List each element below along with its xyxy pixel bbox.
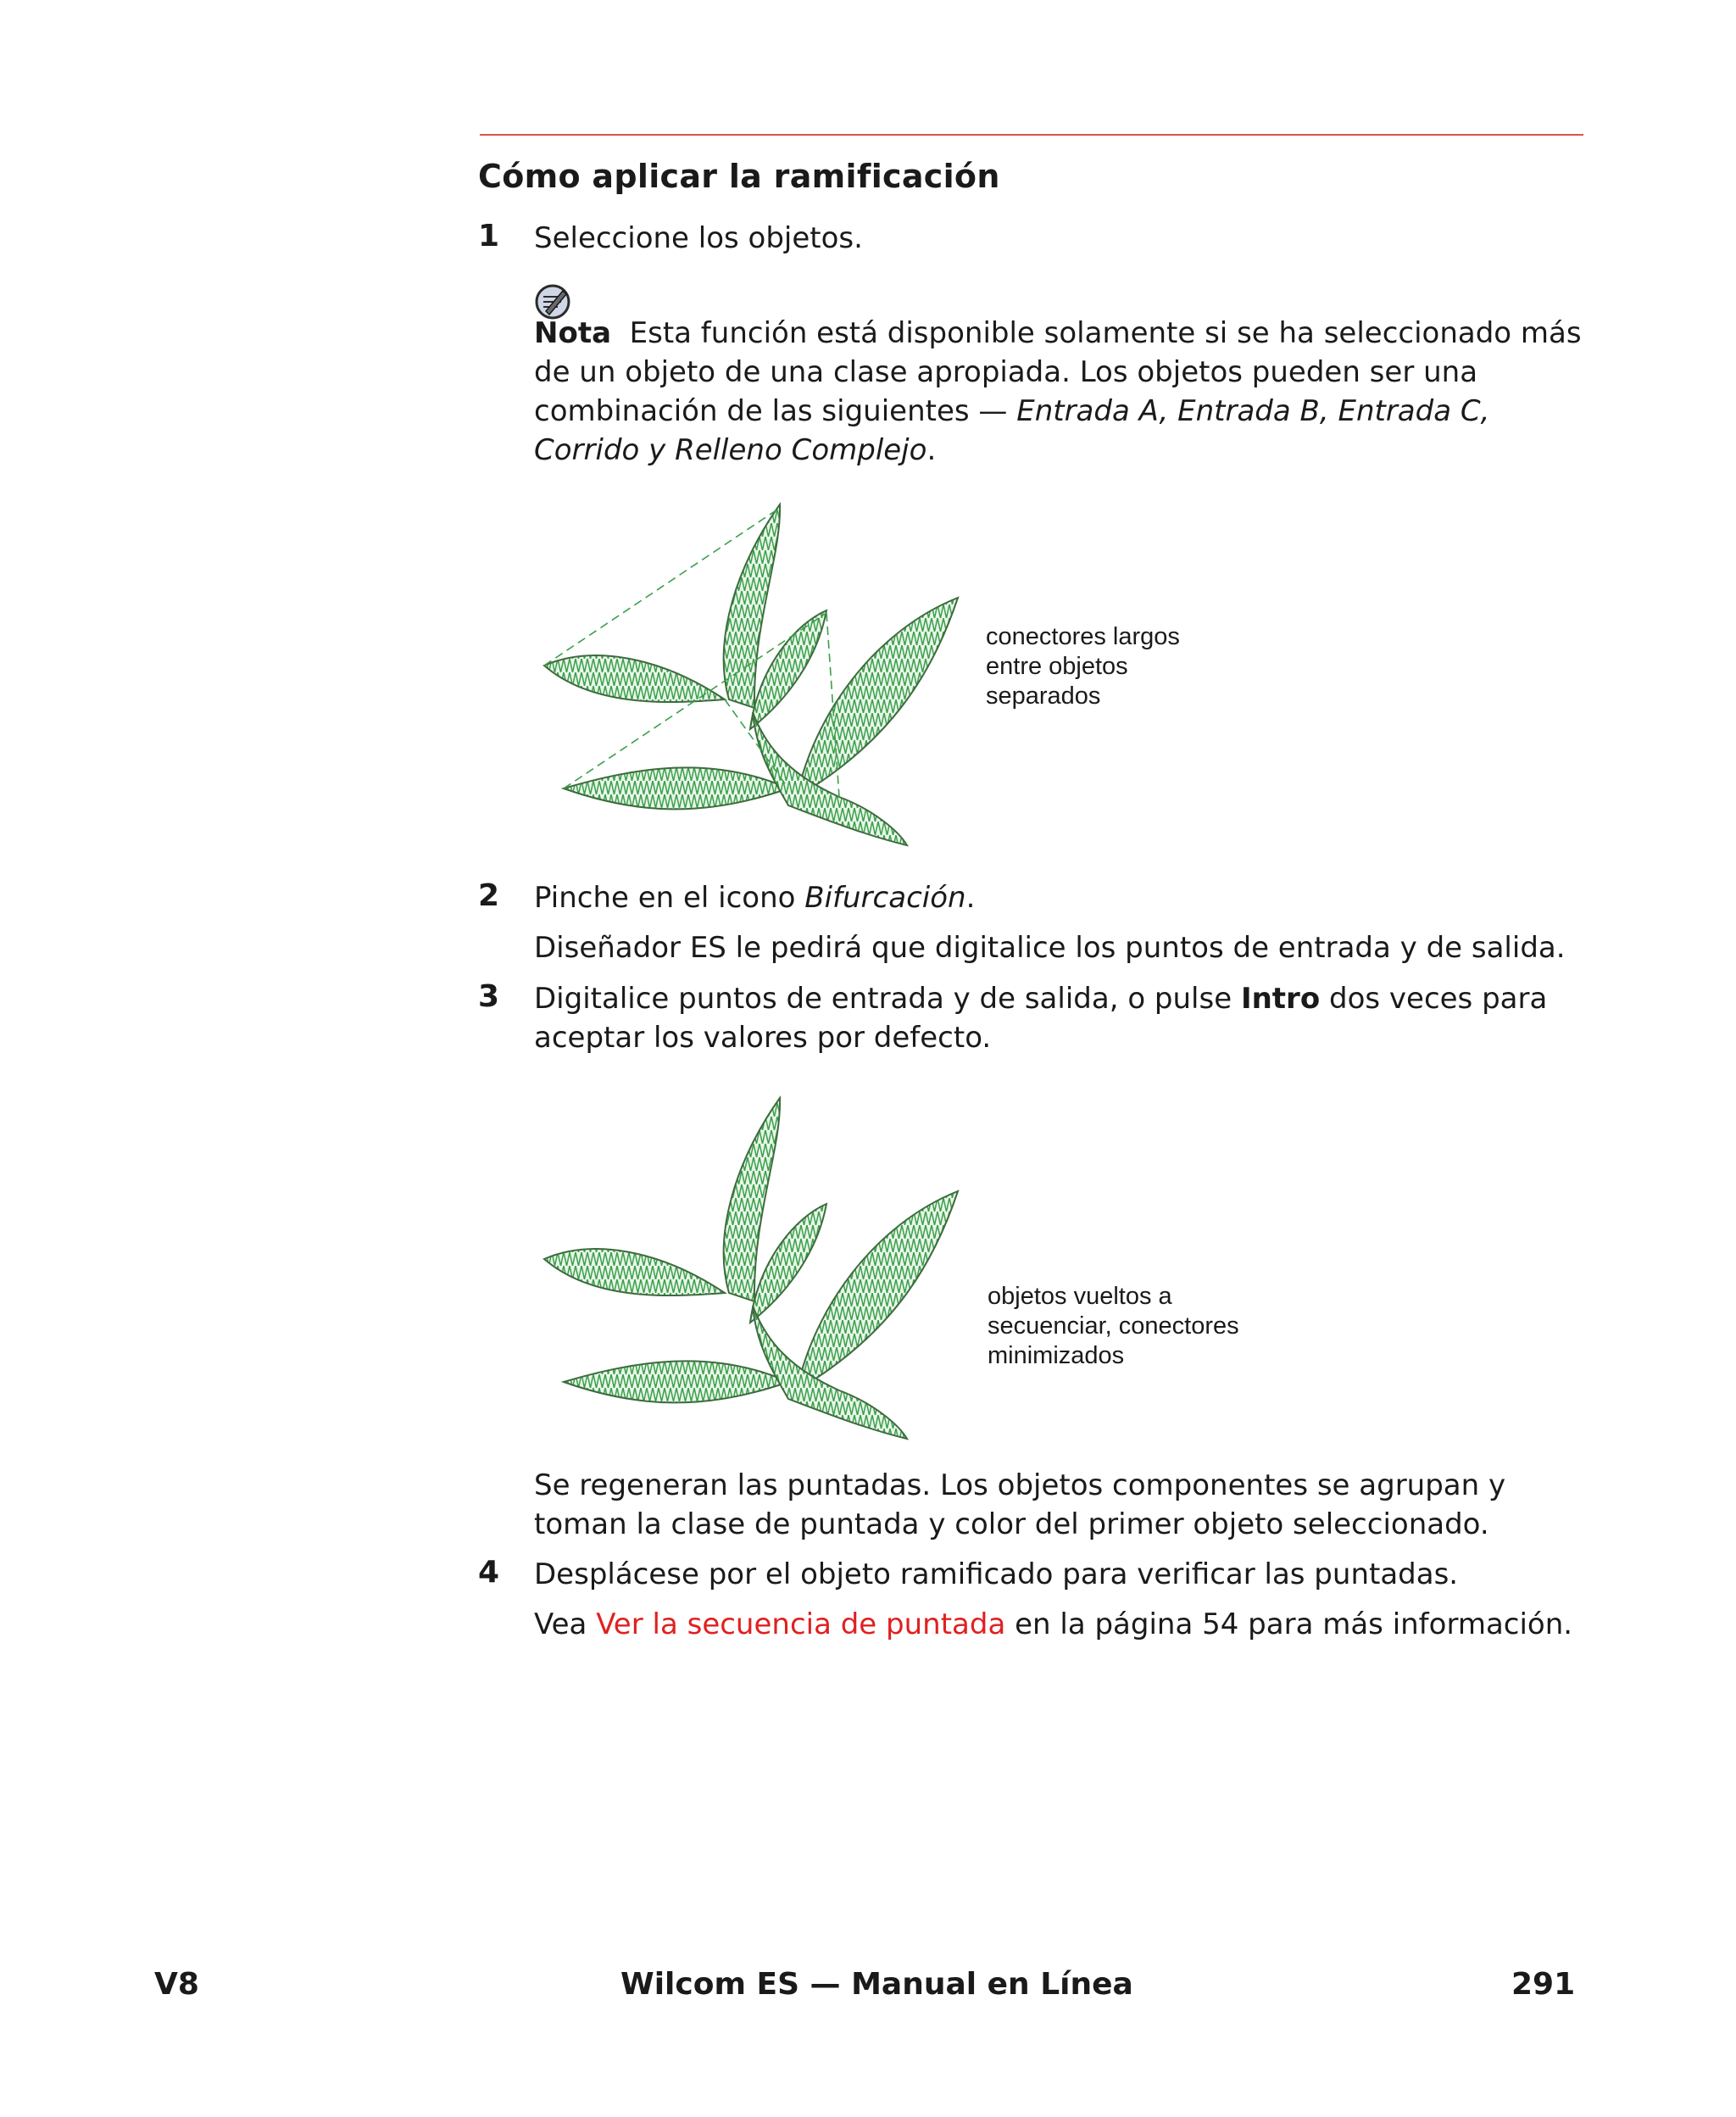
figure-2-label-line: objetos vueltos a <box>988 1283 1172 1310</box>
note-label: Nota <box>534 316 612 350</box>
cross-reference-link[interactable]: Ver la secuencia de puntada <box>596 1607 1006 1641</box>
footer-title: Wilcom ES — Manual en Línea <box>620 1967 1133 2002</box>
step-2-text <box>534 878 1594 917</box>
footer-version: V8 <box>154 1967 199 2002</box>
step-3-number: 3 <box>478 979 500 1014</box>
step-2-number: 2 <box>478 878 500 913</box>
step-2-icon-name: Bifurcación <box>804 881 966 915</box>
figure-1-label-line: conectores largos <box>986 623 1180 650</box>
see-also-post: en la página 54 para más información. <box>1005 1607 1573 1641</box>
step-1-text: Seleccione los objetos. <box>534 221 863 255</box>
note-end: . <box>926 433 937 467</box>
section-heading: Cómo aplicar la ramificación <box>478 158 1000 195</box>
regenerate-text: Se regeneran las puntadas. Los objetos componentes se agrupan y toman la clase de puntada y color del primer objeto seleccionado. <box>534 1468 1506 1541</box>
figure-2-label-line: minimizados <box>988 1342 1125 1369</box>
step-2-pre: Pinche en el icono <box>534 881 805 915</box>
figure-1-label-line: separados <box>986 682 1101 710</box>
step-3-text <box>534 979 1585 1057</box>
note-block <box>534 314 1585 470</box>
note-text: Esta función está disponible solamente si se ha seleccionado más de un objeto de una clase apropiada. Los objetos pueden ser una combinación de las siguientes — <box>534 316 1582 428</box>
step-3-key: Intro <box>1240 982 1321 1016</box>
step-4-text: Desplácese por el objeto ramificado para verificar las puntadas. <box>534 1557 1459 1591</box>
figure-branching-before <box>534 496 975 852</box>
footer-page-number: 291 <box>1511 1967 1576 2002</box>
step-3-post: dos veces para aceptar los valores por defecto. <box>534 982 1548 1055</box>
leaf-shapes <box>544 504 958 845</box>
figure-branching-after <box>534 1089 975 1446</box>
see-also <box>534 1605 1594 1644</box>
step-2-followup: Diseñador ES le pedirá que digitalice los puntos de entrada y de salida. <box>534 931 1566 965</box>
header-rule <box>480 134 1583 136</box>
step-3-pre: Digitalice puntos de entrada y de salida, o pulse <box>534 982 1241 1016</box>
step-2-post: . <box>965 881 976 915</box>
note-object-types: Entrada A, Entrada B, Entrada C, Corrido y Relleno Complejo <box>534 394 1490 467</box>
see-also-pre: Vea <box>534 1607 597 1641</box>
step-4-number: 4 <box>478 1555 500 1590</box>
leaf-shapes <box>544 1098 958 1439</box>
figure-1-label <box>986 622 1180 711</box>
figure-2-label <box>988 1282 1239 1371</box>
step-1-number: 1 <box>478 219 500 253</box>
figure-2-label-line: secuenciar, conectores <box>988 1312 1239 1340</box>
figure-1-label-line: entre objetos <box>986 653 1128 680</box>
